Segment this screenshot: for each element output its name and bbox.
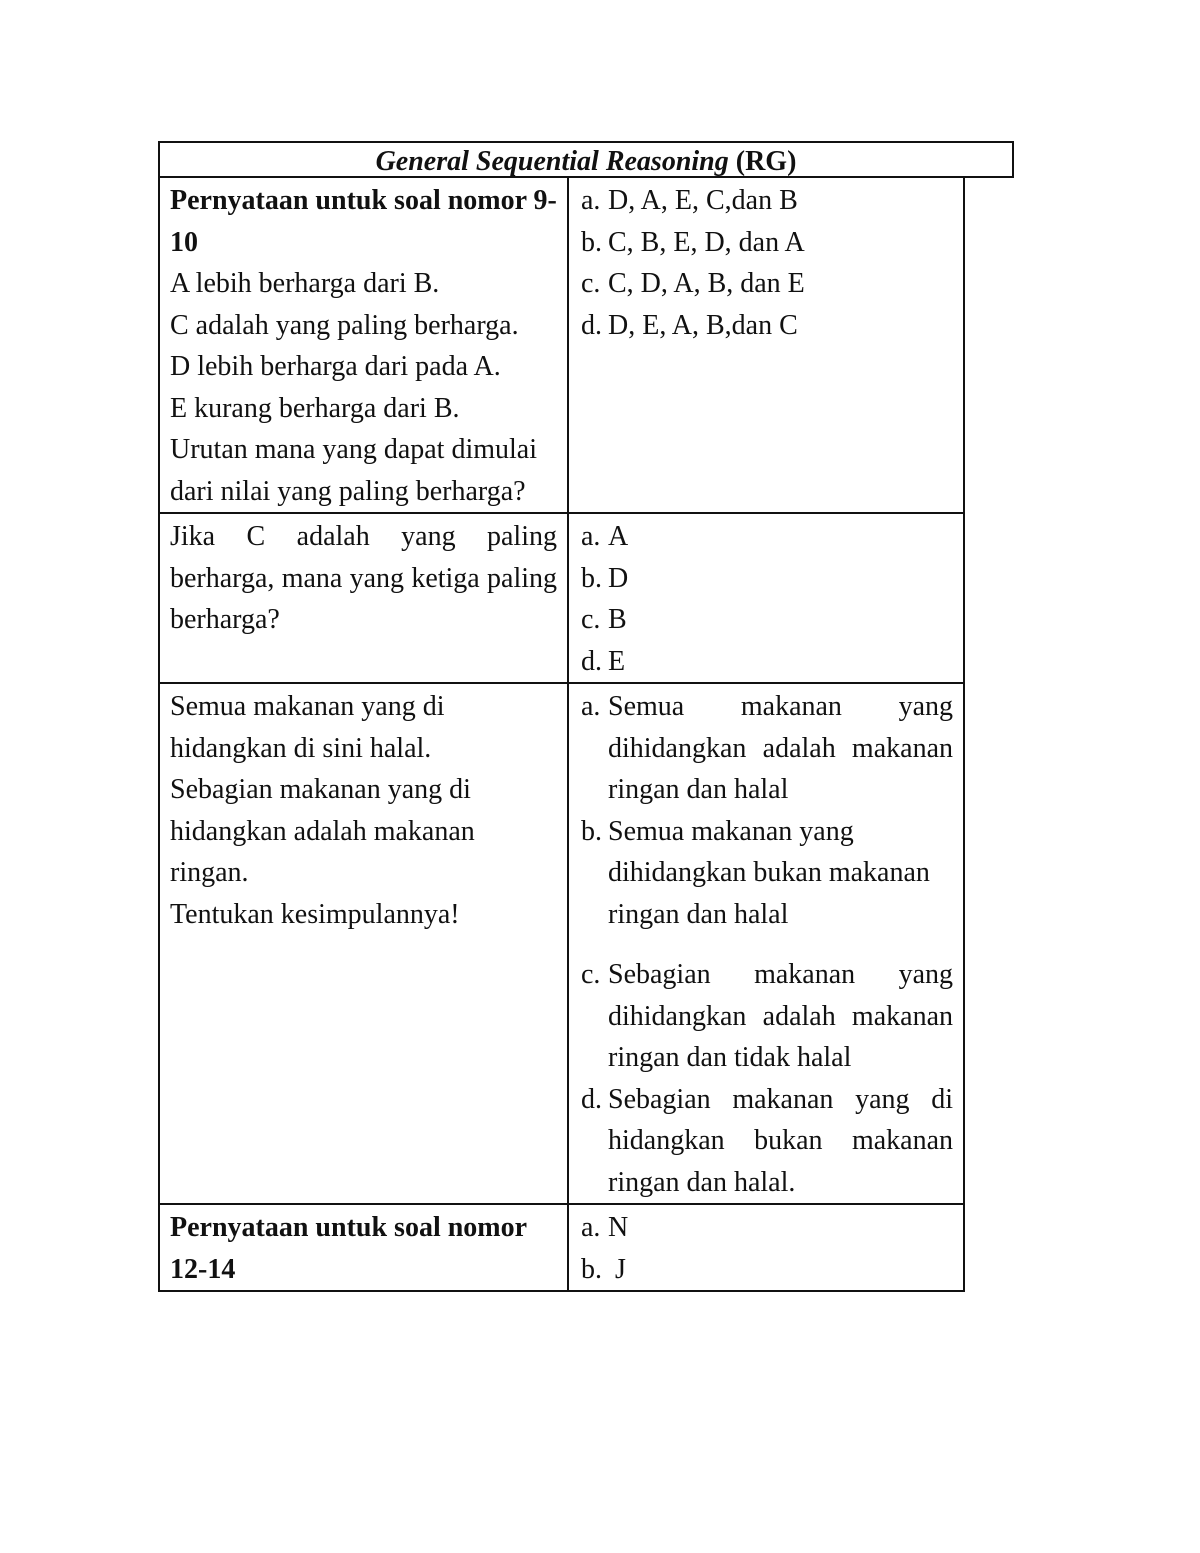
answer-option (581, 686, 953, 811)
answer-options (569, 178, 963, 512)
title-suffix: (RG) (728, 146, 797, 177)
option-label: a. (581, 1212, 601, 1243)
question-statement (160, 514, 569, 682)
option-label: b. (581, 1253, 602, 1285)
option-label: d. (581, 645, 602, 677)
option-label: b. (581, 226, 602, 258)
option-label: b. (581, 562, 602, 594)
answer-option (581, 558, 953, 600)
question-row-3 (160, 682, 963, 1203)
option-text: A (608, 521, 629, 552)
answer-options (569, 514, 963, 682)
answer-options (569, 1205, 963, 1290)
option-label: c. (581, 268, 601, 299)
answer-options (569, 684, 963, 1203)
answer-option (581, 180, 953, 222)
question-row-4 (160, 1203, 963, 1290)
option-text: N (608, 1212, 629, 1243)
answer-option (581, 1079, 953, 1204)
answer-option (581, 222, 953, 264)
statement-line: Urutan mana yang dapat dimulai dari nilai yang paling berharga? (170, 434, 537, 507)
option-text: D, A, E, C,dan B (608, 185, 798, 216)
option-label: c. (581, 604, 601, 635)
option-label: a. (581, 185, 601, 216)
answer-option (581, 263, 953, 305)
answer-option (581, 599, 953, 641)
answer-option (581, 641, 953, 683)
option-text: C, B, E, D, dan A (608, 226, 805, 258)
statement-line: D lebih berharga dari pada A. (170, 351, 501, 382)
answer-option (581, 516, 953, 558)
statement-heading: Pernyataan untuk soal nomor 9-10 (170, 185, 557, 258)
statement-heading: Pernyataan untuk soal nomor 12-14 (170, 1212, 527, 1285)
option-label: c. (581, 959, 601, 990)
option-text: Sebagian makanan yang di hidangkan bukan makanan ringan dan halal. (608, 1083, 953, 1198)
statement-line: C adalah yang paling berharga. (170, 309, 519, 341)
option-text: B (608, 604, 627, 635)
option-label: a. (581, 691, 601, 722)
option-text: D (608, 562, 629, 594)
answer-option (581, 811, 953, 936)
option-text: D, E, A, B,dan C (608, 309, 798, 341)
statement-line: Sebagian makanan yang di hidangkan adalah makanan ringan. (170, 774, 475, 888)
question-statement (160, 684, 569, 1203)
answer-option (581, 305, 953, 347)
option-label: a. (581, 521, 601, 552)
answer-option (581, 1249, 953, 1291)
answer-option (581, 1207, 953, 1249)
statement-line: Semua makanan yang di hidangkan di sini halal. (170, 691, 445, 764)
question-statement (160, 1205, 569, 1290)
option-text: Sebagian makanan yang dihidangkan adalah makanan ringan dan tidak halal (608, 959, 953, 1073)
option-label: d. (581, 1083, 602, 1115)
question-row-1 (160, 178, 963, 512)
question-grid (158, 178, 965, 1292)
option-text: Semua makanan yang dihidangkan adalah makanan ringan dan halal (608, 691, 953, 805)
question-row-2 (160, 512, 963, 682)
table-title (158, 141, 1014, 178)
option-label: d. (581, 309, 602, 341)
option-text: Semua makanan yang dihidangkan bukan makanan ringan dan halal (608, 815, 930, 930)
option-label: b. (581, 815, 602, 847)
statement-line: Tentukan kesimpulannya! (170, 898, 460, 930)
question-statement (160, 178, 569, 512)
statement-text: Jika C adalah yang paling berharga, mana yang ketiga paling berharga? (170, 521, 557, 635)
statement-line: A lebih berharga dari B. (170, 268, 440, 299)
option-text: E (608, 645, 626, 677)
statement-line: E kurang berharga dari B. (170, 392, 460, 424)
option-text: C, D, A, B, dan E (608, 268, 805, 299)
title-italic: General Sequential Reasoning (375, 146, 729, 177)
question-table (158, 141, 1016, 1292)
option-text: J (608, 1253, 626, 1285)
answer-option (581, 954, 953, 1079)
